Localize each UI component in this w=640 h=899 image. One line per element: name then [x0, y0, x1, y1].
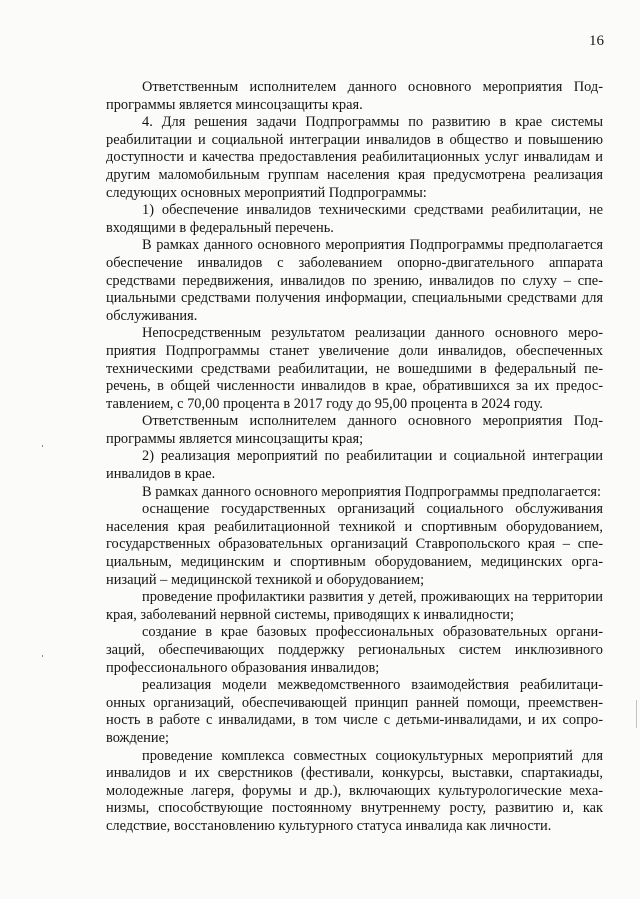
paragraph: 4. Для решения задачи Подпрограммы по развитию в крае системы реабилитации и социальной интеграции инвалидов в общество и повышению доступности и качества предоставления реабилитационных услуг инвалидам и другим маломобильным группам населения края предусмотрена реализация следующих основных мероприятий Подпрограммы: — [106, 114, 603, 201]
scan-artifact — [636, 700, 637, 728]
document-body — [106, 79, 603, 836]
paragraph: Непосредственным результатом реализации данного основного мероприятия Подпрограммы станет увеличение доли инвалидов, обеспеченных техническими средствами реабилитации, не вошедшими в федеральный перечень, в общей численности инвалидов в крае, обратившихся за их предоставлением, с 70,00 процента в 2017 году до 95,00 процента в 2024 году. — [106, 325, 603, 412]
paragraph: В рамках данного основного мероприятия Подпрограммы предполагается: — [142, 483, 602, 500]
paragraph: проведение комплекса совместных социокультурных мероприятий для инвалидов и их сверстников (фестивали, конкурсы, выставки, спартакиады, молодежные лагеря, форумы и др.), включающих культурологические механизмы, способствующие постоянному внутреннему росту, развитию и, как следствие, восстановлению культурного статуса инвалида как личности. — [106, 747, 603, 834]
paragraph: проведение профилактики развития у детей, проживающих на территории края, заболеваний нервной системы, приводящих к инвалидности; — [106, 589, 603, 623]
scan-artifact — [42, 655, 43, 657]
paragraph: оснащение государственных организаций социального обслуживания населения края реабилитационной техникой и спортивным оборудованием, государственных образовательных организаций Ставропольского края – специальным, медицинским и спортивным оборудованием, медицинских организаций – медицинской техникой и оборудованием; — [106, 501, 603, 588]
paragraph: реализация модели межведомственного взаимодействия реабилитационных организаций, обеспечивающей принцип ранней помощи, преемственность в работе с инвалидами, в том числе с детьми-инвалидами, и их сопровождение; — [106, 677, 603, 746]
page-number: 16 — [589, 33, 604, 49]
paragraph: 1) обеспечение инвалидов техническими средствами реабилитации, не входящими в федеральный перечень. — [106, 202, 603, 236]
paragraph: создание в крае базовых профессиональных образовательных организаций, обеспечивающих поддержку региональных систем инклюзивного профессионального образования инвалидов; — [106, 624, 603, 676]
paragraph: Ответственным исполнителем данного основного мероприятия Подпрограммы является минсоцзащиты края; — [106, 413, 603, 447]
paragraph: 2) реализация мероприятий по реабилитации и социальной интеграции инвалидов в крае. — [106, 448, 603, 483]
paragraph: Ответственным исполнителем данного основного мероприятия Подпрограммы является минсоцзащиты края. — [106, 79, 603, 113]
paragraph: В рамках данного основного мероприятия Подпрограммы предполагается обеспечение инвалидов с заболеванием опорно-двигательного аппарата средствами передвижения, инвалидов по зрению, инвалидов по слуху – специальными средствами получения информации, специальными средствами для обслуживания. — [106, 237, 603, 324]
scan-artifact — [42, 445, 43, 447]
